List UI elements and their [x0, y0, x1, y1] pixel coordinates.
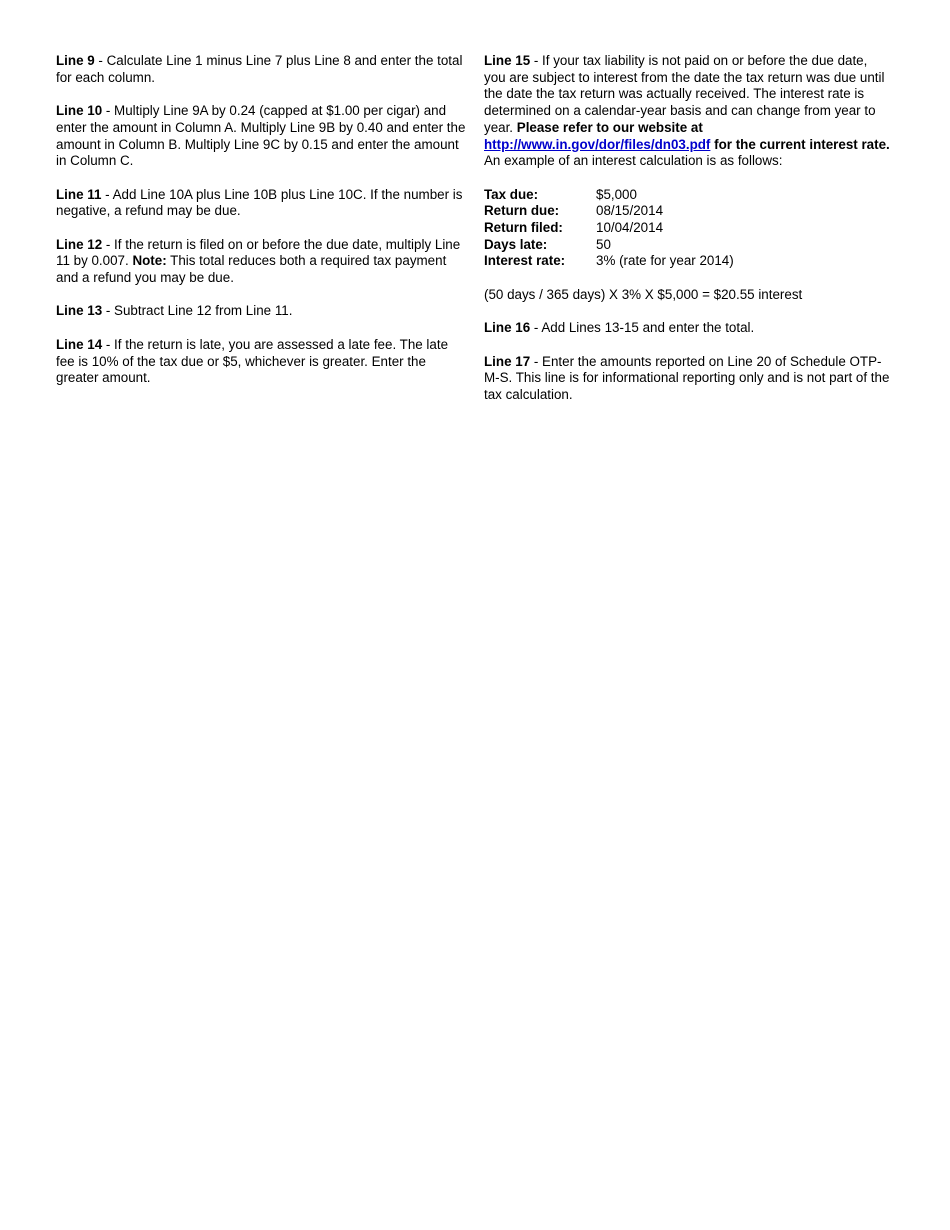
interest-example	[484, 187, 892, 271]
example-value: 50	[596, 236, 611, 252]
example-row	[484, 203, 892, 220]
example-row	[484, 253, 892, 270]
line-12-text-after: This total reduces both a required tax payment and a refund you may be due.	[56, 253, 447, 286]
line-16-instruction	[484, 320, 892, 337]
line-15-text-before: - If your tax liability is not paid on or before the due date, you are subject to interest from the date the tax return was due until the date the tax return was actually received. The interest rate is determined on a calendar-year basis and can change from year to year.	[484, 53, 885, 135]
example-value: 08/15/2014	[596, 203, 664, 219]
line-16-text: - Add Lines 13-15 and enter the total.	[530, 320, 755, 336]
line-14-instruction	[56, 337, 470, 387]
line-15-label: Line 15	[484, 53, 531, 68]
line-15-instruction	[484, 53, 892, 170]
line-15-bold-after: for the current interest rate.	[710, 136, 890, 152]
line-16-label: Line 16	[484, 320, 531, 336]
line-14-text: - If the return is late, you are assessed a late fee. The late fee is 10% of the tax due or $5, whichever is greater. Enter the greater amount.	[56, 336, 449, 386]
line-12-text-before: - If the return is filed on or before the due date, multiply Line 11 by 0.007.	[56, 236, 461, 269]
example-row	[484, 220, 892, 237]
line-9-instruction	[56, 53, 470, 86]
example-row	[484, 187, 892, 204]
example-key: Return due:	[484, 203, 560, 219]
line-10-text: - Multiply Line 9A by 0.24 (capped at $1.00 per cigar) and enter the amount in Column A. Multiply Line 9B by 0.40 and enter the amount in Column B. Multiply Line 9C by 0.15 and enter the amount in Column C.	[56, 103, 466, 169]
example-key: Days late:	[484, 236, 548, 252]
line-10-label: Line 10	[56, 103, 103, 119]
example-key: Return filed:	[484, 220, 563, 236]
line-17-instruction	[484, 354, 892, 404]
left-column	[56, 53, 470, 404]
line-15-bold-before: Please refer to our website at	[516, 119, 703, 135]
line-11-text: - Add Line 10A plus Line 10B plus Line 10C. If the number is negative, a refund may be due.	[56, 186, 463, 219]
example-value: 10/04/2014	[596, 220, 664, 236]
example-row	[484, 237, 892, 254]
line-10-instruction	[56, 103, 470, 170]
line-11-label: Line 11	[56, 186, 102, 202]
line-14-label: Line 14	[56, 336, 103, 352]
line-13-instruction	[56, 303, 470, 320]
example-key: Tax due:	[484, 186, 539, 202]
line-13-label: Line 13	[56, 303, 103, 319]
line-17-label: Line 17	[484, 353, 531, 369]
example-key: Interest rate:	[484, 253, 566, 269]
line-12-instruction	[56, 237, 470, 287]
example-value: $5,000	[596, 186, 637, 202]
line-9-text: - Calculate Line 1 minus Line 7 plus Line 8 and enter the total for each column.	[56, 53, 463, 85]
interest-rate-link[interactable]: http://www.in.gov/dor/files/dn03.pdf	[484, 136, 711, 152]
line-17-text: - Enter the amounts reported on Line 20 of Schedule OTP-M-S. This line is for informational reporting only and is not part of the tax calculation.	[484, 353, 890, 402]
line-15-text-after: An example of an interest calculation is as follows:	[484, 153, 783, 169]
line-9-label: Line 9	[56, 53, 95, 68]
example-value: 3% (rate for year 2014)	[596, 253, 734, 269]
line-12-note-label: Note:	[132, 253, 167, 269]
line-12-label: Line 12	[56, 236, 103, 252]
line-11-instruction	[56, 187, 470, 220]
interest-formula: (50 days / 365 days) X 3% X $5,000 = $20.55 interest	[484, 286, 803, 302]
line-13-text: - Subtract Line 12 from Line 11.	[102, 303, 293, 319]
right-column	[484, 53, 892, 420]
